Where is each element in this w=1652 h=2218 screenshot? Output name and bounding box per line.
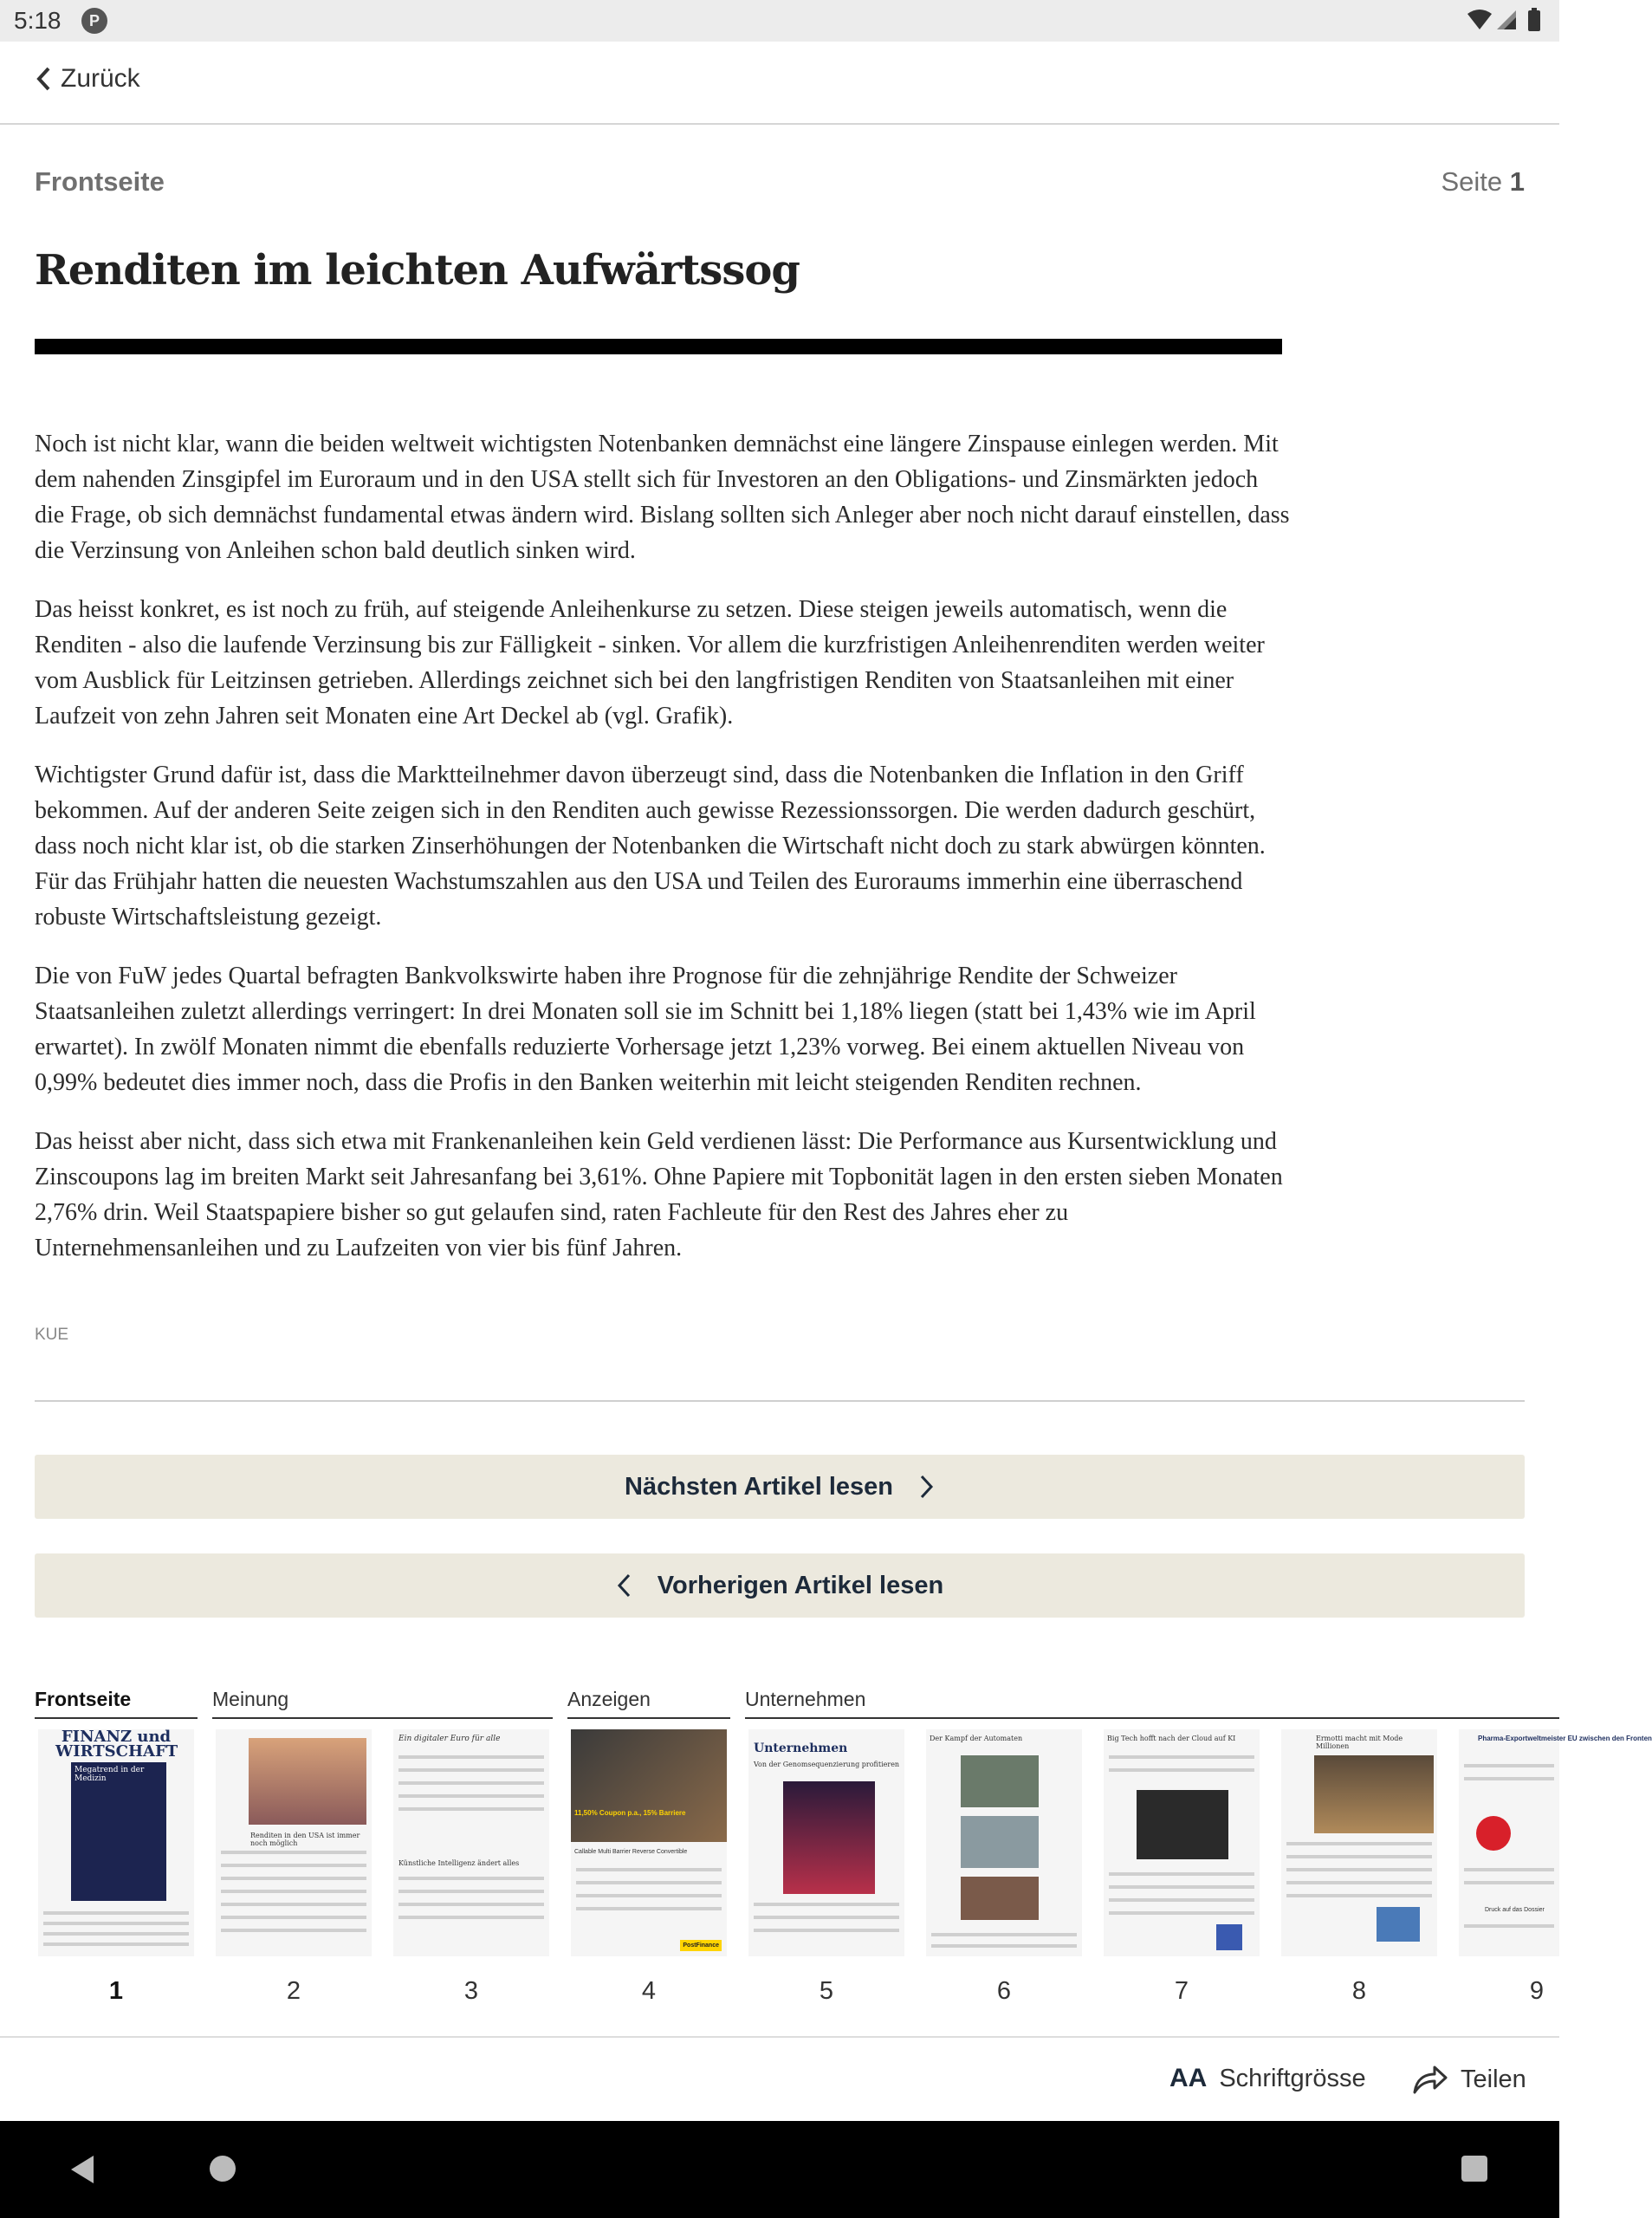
paragraph: Das heisst konkret, es ist noch zu früh, auf steigende Anleihenkurse zu setzen. Diese steigen jeweils automatisch, wenn die Renditen - also die laufende Verzinsung bis zur Fälligkeit - sinken. Vor allem die kurzfristigen Anleihenrenditen werden weiter vom Ausblick für Leitzinsen getrieben. Allerdings zeichnet sich bei den langfristigen Renditen von Staatsanleihen mit einer Laufzeit von zehn Jahren seit Monaten eine Art Deckel ab (vgl. Grafik).	[35, 596, 1265, 730]
page-number-5[interactable]: 5	[819, 1977, 834, 2005]
section-tab-unternehmen[interactable]: Unternehmen	[745, 1688, 1559, 1719]
status-time: 5:18	[14, 7, 62, 34]
page-thumbnail-5[interactable]: Unternehmen Von der Genomsequenzierung profitieren	[748, 1729, 904, 1956]
back-button[interactable]	[35, 64, 140, 94]
title-rule	[35, 339, 1282, 354]
page-thumbnail-8[interactable]: Ermotti macht mit Mode Millionen	[1281, 1729, 1437, 1956]
chevron-left-icon	[35, 66, 52, 92]
thumb-cover-image: Megatrend in der Medizin	[71, 1762, 166, 1901]
page-thumbnail-3[interactable]: Ein digitaler Euro für alle Künstliche Intelligenz ändert alles	[393, 1729, 549, 1956]
back-triangle-icon[interactable]	[68, 2154, 97, 2185]
paragraph: Das heisst aber nicht, dass sich etwa mit Frankenanleihen kein Geld verdienen lässt: Die Performance aus Kursentwicklung und Zinscoupons lag im breiten Markt seit Jahresanfang bei 3,61%. Ohne Papiere mit Topbonität lagen in den ersten sieben Monaten 2,76% drin. Weil Staatspapiere bisher so gut gelaufen sind, raten Fachleute für den Rest des Jahres eher zu Unternehmensanleihen und zu Laufzeiten von vier bis fünf Jahren.	[35, 1128, 1283, 1261]
share-icon	[1412, 2064, 1448, 2095]
page-thumbnail-7[interactable]: Big Tech hofft nach der Cloud auf KI	[1104, 1729, 1260, 1956]
status-bar	[0, 0, 1559, 42]
bottom-toolbar	[0, 2036, 1559, 2121]
section-tab-anzeigen[interactable]: Anzeigen	[567, 1688, 730, 1719]
paragraph: Die von FuW jedes Quartal befragten Bankvolkswirte haben ihre Prognose für die zehnjährige Rendite der Schweizer Staatsanleihen zuletzt allerdings verringert: In drei Monaten soll sie im Schnitt bei 1,18% liegen (statt bei 1,43% wie im April erwartet). In zwölf Monaten nimmt die ebenfalls reduzierte Vorhersage jetzt 1,23% vorweg. Bei einem aktuellen Niveau von 0,99% bedeutet dies immer noch, dass die Profis in den Banken weiterhin mit leicht steigenden Renditen rechnen.	[35, 963, 1256, 1096]
page-number-9[interactable]: 9	[1529, 1977, 1545, 2005]
font-size-icon: AA	[1169, 2064, 1208, 2092]
page-thumbnail-1[interactable]	[38, 1729, 194, 1956]
page-prefix: Seite	[1441, 166, 1503, 197]
system-icons	[1466, 7, 1547, 39]
page-indicator	[1441, 166, 1525, 198]
article-author: KUE	[35, 1326, 69, 1344]
chevron-left-icon	[616, 1573, 632, 1599]
thumb-ad-logo: PostFinance	[680, 1940, 722, 1951]
page-thumbnail-strip[interactable]	[0, 1688, 1652, 2026]
section-label: Frontseite	[35, 166, 165, 197]
paragraph: Noch ist nicht klar, wann die beiden weltweit wichtigsten Notenbanken demnächst eine längere Zinspause einlegen werden. Mit dem nahenden Zinsgipfel im Euroraum und in den USA stellt sich für Investoren an den Obligations- und Zinsmärkten jedoch die Frage, ob sich demnächst fundamental etwas ändern wird. Bislang sollten sich Anleger aber noch nicht darauf einstellen, dass die Verzinsung von Anleihen schon bald deutlich sinken wird.	[35, 431, 1290, 564]
font-size-button[interactable]	[1169, 2064, 1366, 2093]
article-body	[35, 426, 1291, 1289]
home-circle-icon[interactable]	[208, 2154, 237, 2183]
divider	[35, 1400, 1525, 1402]
thumb-dna-photo	[783, 1781, 875, 1894]
page-number-3[interactable]: 3	[463, 1977, 479, 2005]
page-number-4[interactable]: 4	[641, 1977, 657, 2005]
next-article-label: Nächsten Artikel lesen	[625, 1472, 893, 1501]
page-number-2[interactable]: 2	[286, 1977, 301, 2005]
page-number: 1	[1509, 166, 1525, 197]
page-thumbnail-6[interactable]: Der Kampf der Automaten	[926, 1729, 1082, 1956]
section-tab-meinung[interactable]: Meinung	[212, 1688, 553, 1719]
page-number-8[interactable]: 8	[1351, 1977, 1367, 2005]
thumb-photo	[249, 1738, 366, 1825]
share-label: Teilen	[1461, 2065, 1526, 2093]
paragraph: Wichtigster Grund dafür ist, dass die Marktteilnehmer davon überzeugt sind, dass die Notenbanken die Inflation in den Griff bekommen. Auf der anderen Seite zeigen sich in den Renditen auch gewisse Rezessionssorgen. Die werden dadurch geschürt, dass noch nicht klar ist, ob die starken Zinserhöhungen der Notenbanken die Wirtschaft nicht doch zu stark abwürgen könnten. Für das Frühjahr hatten die neuesten Wachstumszahlen aus den USA und Teilen des Euroraums immerhin eine überraschend robuste Wirtschaftsleistung gezeigt.	[35, 762, 1266, 931]
page-number-7[interactable]: 7	[1174, 1977, 1189, 2005]
thumb-masthead: FINANZ und WIRTSCHAFT	[55, 1728, 178, 1761]
recents-square-icon[interactable]	[1461, 2155, 1488, 2182]
page-thumbnail-4[interactable]: 11,50% Coupon p.a., 15% Barriere Callable Multi Barrier Reverse Convertible PostFinance	[571, 1729, 727, 1956]
previous-article-button[interactable]	[35, 1553, 1525, 1618]
wifi-signal-battery-icon	[1466, 7, 1547, 33]
page-number-6[interactable]: 6	[996, 1977, 1012, 2005]
page-thumbnail-9[interactable]: Pharma-Exportweltmeister EU zwischen den Fronten Druck auf das Dossier	[1459, 1729, 1559, 1956]
article-title: Renditen im leichten Aufwärtssog	[35, 246, 800, 295]
font-size-label: Schriftgrösse	[1219, 2064, 1366, 2092]
thumb-ad-photo: 11,50% Coupon p.a., 15% Barriere	[571, 1729, 727, 1842]
back-label: Zurück	[61, 64, 140, 93]
previous-article-label: Vorherigen Artikel lesen	[657, 1571, 944, 1599]
chevron-right-icon	[919, 1474, 935, 1500]
page-number-1[interactable]: 1	[108, 1977, 124, 2005]
section-tab-frontseite[interactable]: Frontseite	[35, 1688, 198, 1719]
app-notification-icon: P	[81, 8, 107, 34]
top-bar	[0, 42, 1559, 125]
next-article-button[interactable]	[35, 1455, 1525, 1519]
system-navigation-bar	[0, 2121, 1559, 2218]
share-button[interactable]	[1412, 2064, 1526, 2095]
page-thumbnail-2[interactable]: Renditen in den USA ist immer noch möglich	[216, 1729, 372, 1956]
